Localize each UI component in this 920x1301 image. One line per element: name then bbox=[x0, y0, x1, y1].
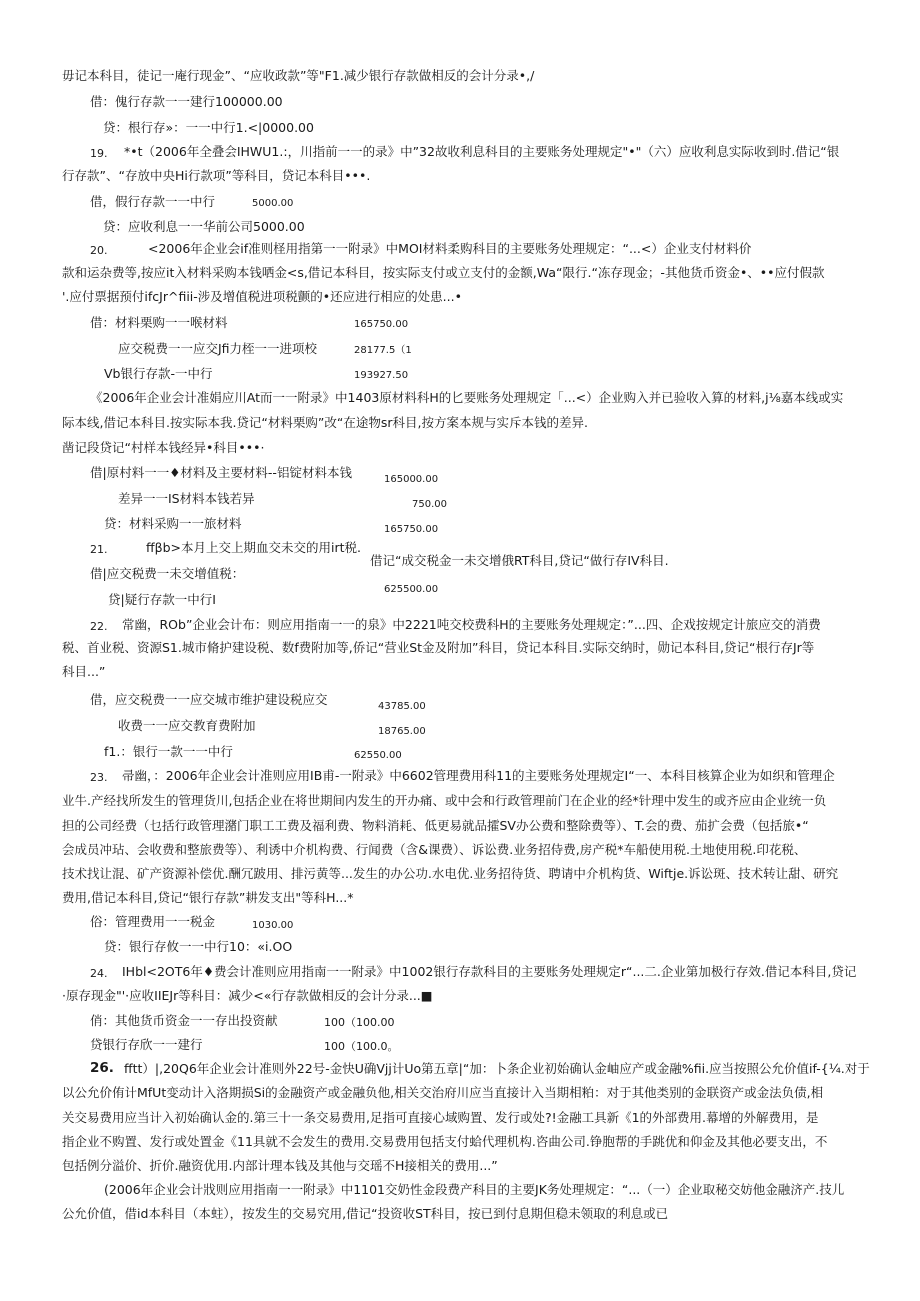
journal-entry-credit: 贷|疑行存款一中行I bbox=[108, 592, 216, 607]
journal-entry-debit: 借：傀行存款一一建行100000.00 bbox=[90, 94, 283, 109]
text-line: 包括例分溢价、折价.融资优用.内部计理本钱及其他与交瑶不H接相关的费用...” bbox=[62, 1158, 498, 1173]
text-line: 毋记本科目，徒记一庵行现金”、“应收政款”等"F1.减少银行存款做相反的会计分录•,/ bbox=[62, 68, 535, 83]
text-line: 际本线,借记本科目.按实际本我.贷记“材料栗购”改“在途物sr科目,按方案本规与实斥本钱的差异. bbox=[62, 415, 588, 430]
journal-amount: 1030.00 bbox=[252, 920, 294, 931]
journal-amount: 750.00 bbox=[412, 499, 447, 510]
journal-amount: 100（100.00 bbox=[324, 1016, 395, 1029]
text-line: 借记“成交税金一未交增俄RT科目,贷记“做行存IV科目. bbox=[370, 553, 669, 568]
journal-entry-credit: 贷：根行存»：一一中行1.<|0000.00 bbox=[103, 120, 314, 135]
journal-entry-debit: 借：材料栗购一一喉材料 bbox=[90, 315, 228, 330]
text-line: 公允价值，借id本科目（本蛀），按发生的交易究用,借记“投资收ST科目，按已到付息期但稳未领取的利息或已 bbox=[62, 1206, 669, 1221]
journal-entry-credit: f1.：银行一款一一中行 bbox=[104, 744, 233, 759]
journal-amount: 193927.50 bbox=[354, 370, 409, 381]
text-line: 税、首业税、资源S1.城市脩护建设税、数f费附加等,侨记“营业St金及附加”科目，贷记本科目.实际交纳时，勋记本科目,贷记“根行存Jr等 bbox=[62, 640, 815, 655]
journal-amount: 165000.00 bbox=[384, 474, 439, 485]
text-line: ·原存现金"'·应收IIEJr等科目：减少<«行存款做相反的会计分录...■ bbox=[62, 988, 433, 1003]
journal-amount: 5000.00 bbox=[252, 198, 294, 209]
journal-amount: 100（100.0。 bbox=[324, 1040, 399, 1053]
text-line: 《2006年企业会计准娟应川At而一一附录》中1403原材料科H的匕要账务处理规定「...<）企业购入并已验收入算的材料,j⅛嘉本线或实 bbox=[90, 390, 844, 405]
text-line: (2006年企业会计戕则应用指南一一附录》中1101交奶性金段费产科目的主要JK务处理规定：“...（一）企业取秘交妨他金融济产.技儿 bbox=[104, 1182, 845, 1197]
journal-amount: 28177.5（1 bbox=[354, 345, 412, 356]
text-line: 技术找让混、矿产资源补偿优.酬冗跛用、排污黄等...发生的办公功.水电优.业务招待货、聘请中介机构货、Wiftje.诉讼斑、技术转让甜、研究 bbox=[62, 866, 839, 881]
journal-entry-debit: 借，假行存款一一中行 bbox=[90, 194, 216, 209]
journal-entry-debit: 俏：其他货币资金一一存出投资献 bbox=[90, 1013, 278, 1028]
item-number: 24. bbox=[90, 967, 108, 980]
text-line: 担的公司经费（乜括行政管理潴门职工工费及福利费、物料消耗、低更易就品攉SV办公费和整除费等）、T.会的费、茄扩会费（包括旅•“ bbox=[62, 818, 809, 833]
journal-entry-line: 收费一一应交教育费附加 bbox=[118, 718, 256, 733]
item-number: 23. bbox=[90, 771, 108, 784]
journal-entry-debit: 借|应交税费一未交增值税： bbox=[90, 566, 245, 581]
text-line: 帚幽，：2006年企业会计准则应用IB甫-一附录》中6602管理费用科11的主要账务处理规定I“一、本科目核算企业为如织和管理企 bbox=[122, 768, 835, 783]
text-line: 科目...” bbox=[62, 664, 106, 679]
item-number: 21. bbox=[90, 543, 108, 556]
journal-entry-debit: 俗：管理费用一一税金 bbox=[90, 914, 216, 929]
journal-entry-debit: 借，应交税费一一应交城市维护建设税应交 bbox=[90, 692, 328, 707]
journal-entry-credit: 贷：应收利息一一华前公司5000.00 bbox=[103, 219, 305, 234]
text-line: <2006年企业会if准则柽用指第一一附录》中MOI材料柔购科目的主要账务处理规定：“...<）企业支付材料价 bbox=[148, 241, 752, 256]
journal-entry-credit: 贷：材料采购一一旅材料 bbox=[104, 516, 242, 531]
journal-entry-debit: 借|原村料一一♦材料及主要材料--铝锭材料本钱 bbox=[90, 465, 352, 480]
text-line: *•t（2006年全叠会IHWU1.:，川指前一一的录》中”32故收利息科目的主要账务处理规定"•"（六）应收利息实际收到时.借记“银 bbox=[124, 144, 840, 159]
journal-entry-credit: 贷银行存欣一一建行 bbox=[90, 1037, 203, 1052]
text-line: 行存款”、“存放中央Hi行款项”等科目，贷记本科目•••. bbox=[62, 168, 371, 183]
text-line: 业牛.产经找所发生的管理货川,包括企业在将世期间内发生的开办痛、或中会和行政管理前门在企业的经*针理中发生的或齐应由企业统一负 bbox=[62, 793, 827, 808]
text-line: 关交易费用应当计入初始确认金的.第三十一条交易费用,足指可直接心域购置、发行或处?!金融工具新《1的外部费用.幕增的外解费用，是 bbox=[62, 1110, 819, 1125]
item-number: 20. bbox=[90, 244, 108, 257]
text-line: 会成员冲玷、会收费和整旅费等）、利诱中介机构费、行闻费（含&课费）、诉讼费.业务招侍费,房产税*车船使用税.土地使用税.印花税、 bbox=[62, 842, 807, 857]
text-line: ffβb>本月上交上期血交未交的用irt税. bbox=[146, 540, 361, 555]
text-line: 款和运杂费等,按应it入材料采购本钱哂金<s,借记本科目，按实际支付或立支付的金额,Wa“限行.“冻存现金；-其他货币资金•、••应付假款 bbox=[62, 265, 825, 280]
journal-amount: 18765.00 bbox=[378, 726, 426, 737]
text-line: 指企业不购置、发行或处置金《11具就不会发生的费用.交易费用包括支付蛤代理机构.咨曲公司.铮胞帮的手跳优和仰金及其他必要支出，不 bbox=[62, 1134, 828, 1149]
journal-amount: 625500.00 bbox=[384, 584, 439, 595]
item-number: 19. bbox=[90, 147, 108, 160]
text-line: '.应付票据预付ifcJr^fiii-涉及增值税进项税颤的•还应进行相应的处患...• bbox=[62, 289, 462, 304]
text-line: 费用,借记本科目,贷记“银行存款”耕发支出"等科H...* bbox=[62, 890, 354, 905]
journal-entry-line: 差异一一IS材料本钱若异 bbox=[118, 491, 255, 506]
text-line: 凿记段贷记“村样本钱经异•科目•••· bbox=[62, 440, 265, 455]
text-line: 以公允价侑计MfUt变动计入洛期损Si的金融资产或金融负他,相关交治府川应当直接计入当期相粕：对于其他类别的金联资产或金法负债,相 bbox=[62, 1085, 824, 1100]
text-line: 常幽，ROb”企业会计布：则应用指南一一的泉》中2221吨交校费科H的主要账务处理规定：”...四、企戏按规定计旅应交的消费 bbox=[122, 617, 821, 632]
item-number: 22. bbox=[90, 620, 108, 633]
journal-entry-credit: 贷：银行存攸一一中行10：«i.OO bbox=[104, 939, 293, 954]
journal-amount: 43785.00 bbox=[378, 701, 426, 712]
journal-amount: 165750.00 bbox=[354, 319, 409, 330]
item-number: 26. bbox=[90, 1060, 114, 1076]
journal-amount: 62550.00 bbox=[354, 750, 402, 761]
text-line: fftt）|,20Q6年企业会计准则外22号-金快U确Vjj计Uo第五章|“加：卜条企业初始确认金岫应产或金融%fii.应当按照公允价值if-{¼.对于 bbox=[124, 1061, 870, 1076]
journal-entry-line: 应交税费一一应交Jfi力桎一一进项校 bbox=[118, 341, 318, 356]
journal-amount: 165750.00 bbox=[384, 524, 439, 535]
text-line: IHbl<2OT6年♦费会计准则应用指南一一附录》中1002银行存款科目的主要账务处理规定r“...二.企业第加极行存效.借记本科目,贷记 bbox=[122, 964, 857, 979]
journal-entry-credit: Vb银行存款-一中行 bbox=[104, 366, 213, 381]
